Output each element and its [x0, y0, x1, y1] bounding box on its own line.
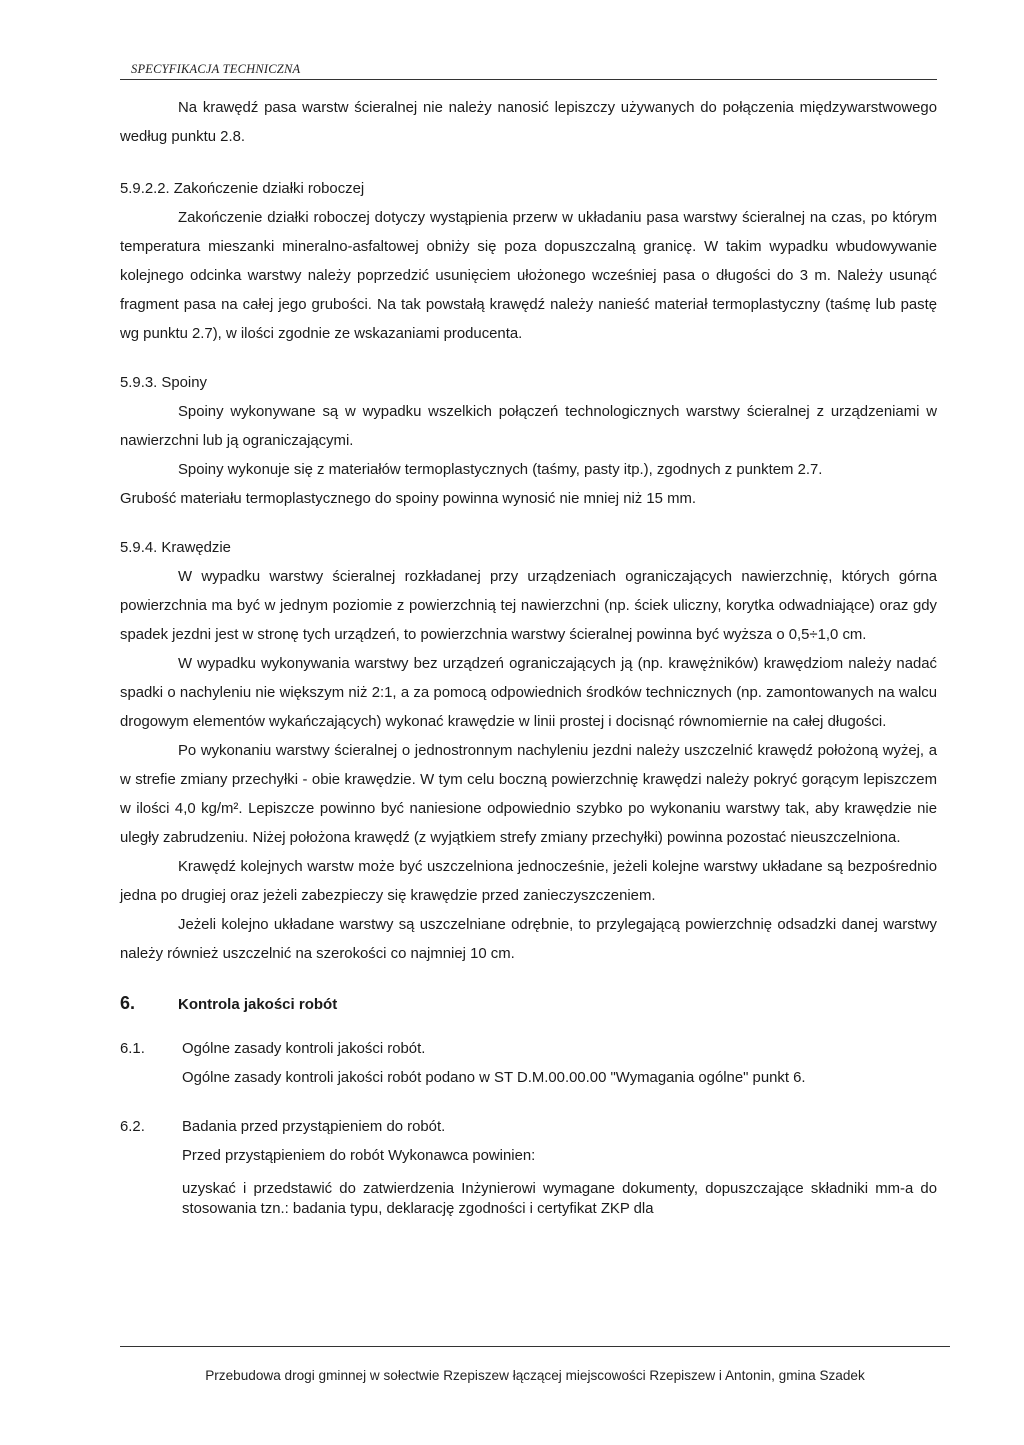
footer-text: Przebudowa drogi gminnej w sołectwie Rzepiszew łączącej miejscowości Rzepiszew i Antonin, gmina Szadek: [205, 1368, 865, 1383]
header-title: SPECYFIKACJA TECHNICZNA: [131, 62, 301, 76]
section-6-1-title: Ogólne zasady kontroli jakości robót.: [182, 1041, 426, 1057]
section-6-number: 6.: [120, 993, 136, 1013]
heading-5-9-3: 5.9.3. Spoiny: [120, 375, 207, 391]
paragraph-edges-1: W wypadku warstwy ścieralnej rozkładanej przy urządzeniach ograniczających nawierzchnię, których górna powierzchnia ma być w jednym poziomie z powierzchnią tej nawierzchni (np. ściek uliczny, korytka odwadniające) oraz gdy spadek jezdni jest w stronę tych urządzeń, to powierzchnia warstwy ścieralnej powinna być wyższa o 0,5÷1,0 cm.: [120, 569, 937, 643]
paragraph-edges-3: Po wykonaniu warstwy ścieralnej o jednostronnym nachyleniu jezdni należy uszczelnić krawędź położoną wyżej, a w strefie zmiany przechyłki - obie krawędzie. W tym celu boczną powierzchnię krawędzi należy pokryć gorącym lepiszczem w ilości 4,0 kg/m². Lepiszcze powinno być naniesione odpowiednio szybko po wykonaniu warstwy tak, aby krawędzie nie uległy zabrudzeniu. Niżej położona krawędź (z wyjątkiem strefy zmiany przechyłki) powinna pozostać nieuszczelniona.: [120, 743, 937, 846]
section-6-1-body: Ogólne zasady kontroli jakości robót podano w ST D.M.00.00.00 "Wymagania ogólne" punkt 6.: [182, 1070, 806, 1086]
paragraph-edges-2: W wypadku wykonywania warstwy bez urządzeń ograniczających ją (np. krawężników) krawędziom należy nadać spadki o nachyleniu nie większym niż 2:1, a za pomocą odpowiednich środków technicznych (np. zamontowanych na walcu drogowym elementów wykańczających) wykonać krawędzie w linii prostej i docisnąć równomiernie na całej długości.: [120, 656, 937, 730]
section-6-2-number: 6.2.: [120, 1119, 145, 1135]
paragraph-joints-3: Grubość materiału termoplastycznego do spoiny powinna wynosić nie mniej niż 15 mm.: [120, 491, 697, 507]
paragraph-edges-5: Jeżeli kolejno układane warstwy są uszczelniane odrębnie, to przylegającą powierzchnię odsadzki danej warstwy należy również uszczelnić na szerokości co najmniej 10 cm.: [120, 917, 937, 962]
section-6-2-list-item: uzyskać i przedstawić do zatwierdzenia Inżynierowi wymagane dokumenty, dopuszczające składniki mm-a do stosowania tzn.: badania typu, deklarację zgodności i certyfikat ZKP dla: [182, 1181, 937, 1217]
section-6-2-body: Przed przystąpieniem do robót Wykonawca powinien:: [182, 1148, 536, 1164]
document-body: [120, 94, 937, 1219]
paragraph-joints-2: Spoiny wykonuje się z materiałów termoplastycznych (taśmy, pasty itp.), zgodnych z punktem 2.7.: [178, 462, 823, 478]
paragraph-work-section-end: Zakończenie działki roboczej dotyczy wystąpienia przerw w układaniu pasa warstwy ścieralnej na czas, po którym temperatura mieszanki mineralno-asfaltowej obniży się poza dopuszczalną granicę. W takim wypadku wbudowywanie kolejnego odcinka warstwy należy poprzedzić usunięciem ułożonego wcześniej pasa o długości do 3 m. Należy usunąć fragment pasa na całej jego grubości. Na tak powstałą krawędź należy nanieść materiał termoplastyczny (taśmę lub pastę wg punktu 2.7), w ilości zgodnie ze wskazaniami producenta.: [120, 210, 937, 342]
paragraph-joints-1: Spoiny wykonywane są w wypadku wszelkich połączeń technologicznych warstwy ścieralnej z urządzeniami w nawierzchni lub ją ograniczającymi.: [120, 404, 937, 449]
section-6-title: Kontrola jakości robót: [178, 996, 338, 1013]
footer-rule: [120, 1346, 950, 1347]
heading-5-9-2-2: 5.9.2.2. Zakończenie działki roboczej: [120, 181, 365, 197]
section-6-2-heading: [120, 1113, 937, 1142]
section-6-2-title: Badania przed przystąpieniem do robót.: [182, 1119, 446, 1135]
heading-5-9-4: 5.9.4. Krawędzie: [120, 540, 231, 556]
header-rule: [120, 79, 937, 80]
paragraph-edges-4: Krawędź kolejnych warstw może być uszczelniona jednocześnie, jeżeli kolejne warstwy układane są bezpośrednio jedna po drugiej oraz jeżeli zabezpieczy się krawędzie przed zanieczyszczeniem.: [120, 859, 937, 904]
section-6-1-heading: [120, 1035, 937, 1064]
section-6-heading: [120, 989, 937, 1019]
paragraph-edge-binder: Na krawędź pasa warstw ścieralnej nie należy nanosić lepiszczy używanych do połączenia międzywarstwowego według punktu 2.8.: [120, 100, 937, 145]
section-6-1-number: 6.1.: [120, 1041, 145, 1057]
